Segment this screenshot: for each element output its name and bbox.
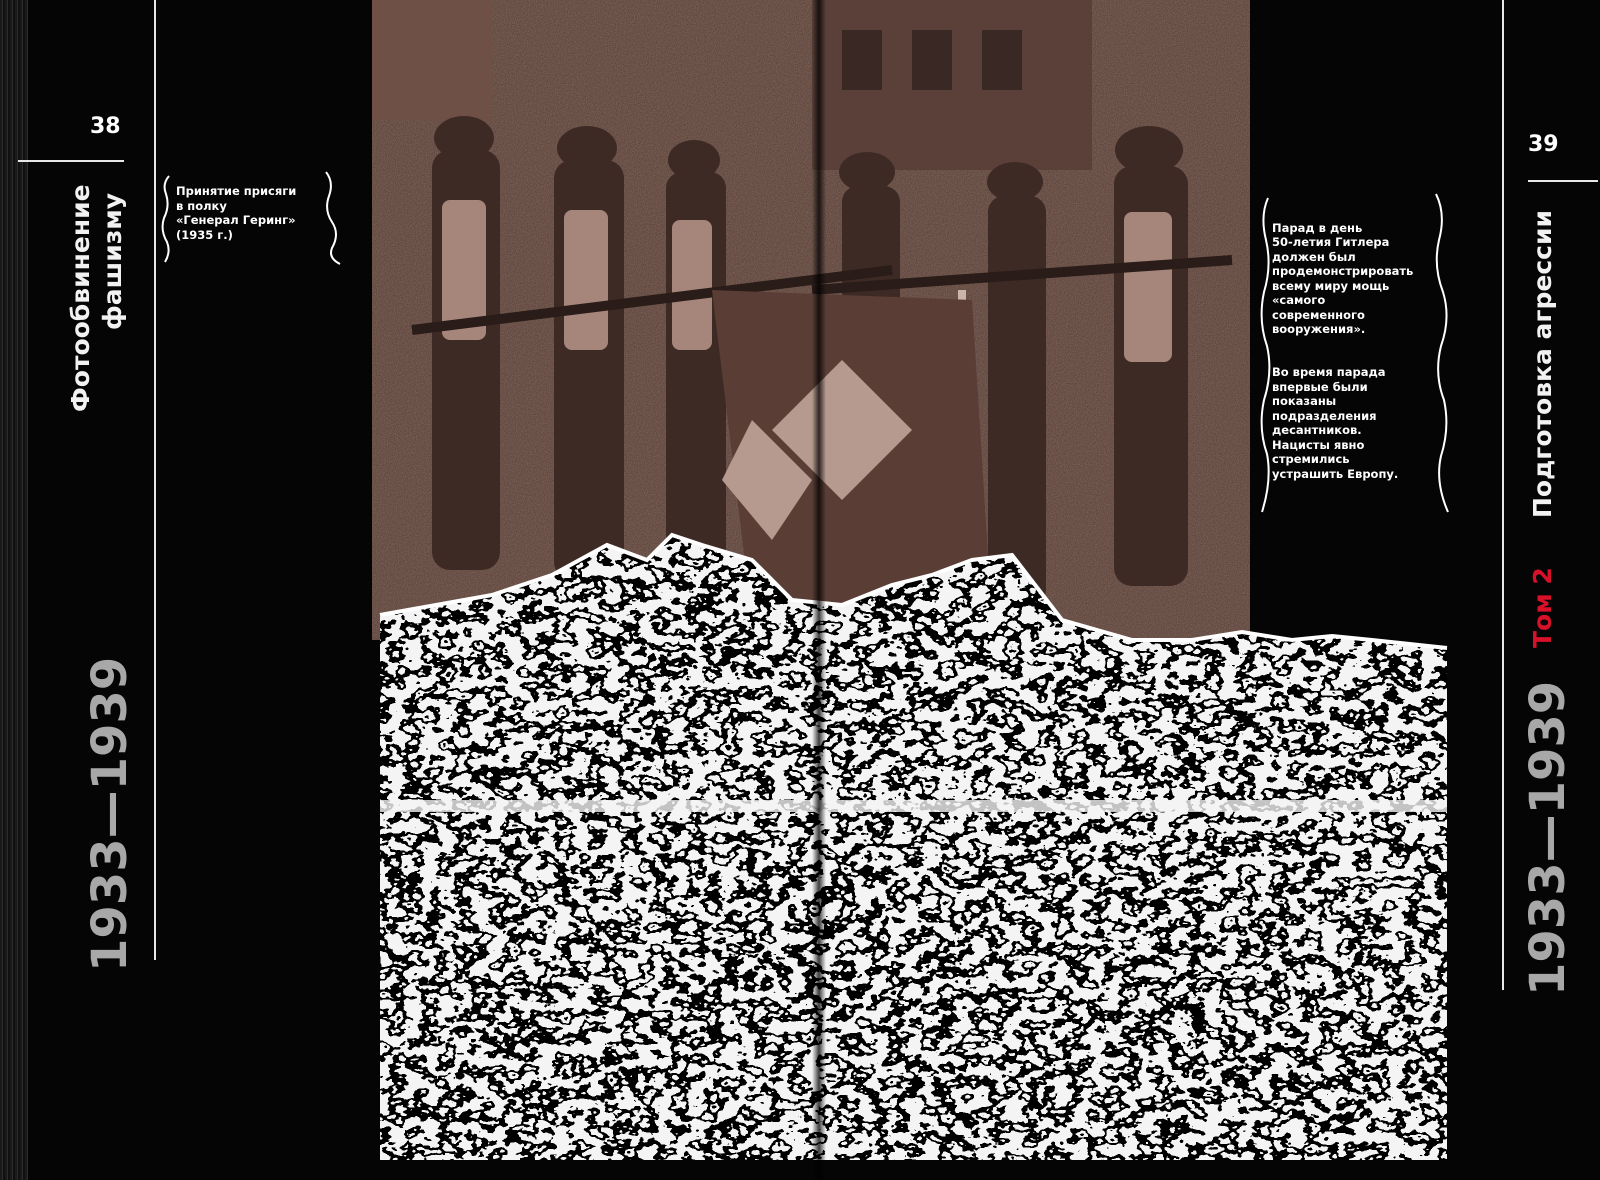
right-page-number: 39 xyxy=(1528,132,1559,157)
right-caption-paragraph-1: Парад в день 50-летия Гитлера должен был продемонстрировать всему миру мощь «самого современного вооружения». xyxy=(1272,220,1414,336)
left-header-rule xyxy=(18,160,124,162)
photo-collage xyxy=(372,0,1452,1160)
right-chapter-title: Подготовка агрессии xyxy=(1528,209,1557,518)
right-caption xyxy=(1272,206,1440,510)
left-page-number: 38 xyxy=(90,114,121,139)
right-header-rule xyxy=(1528,180,1598,182)
right-caption-bracket-close xyxy=(1430,192,1454,514)
left-vertical-rule xyxy=(154,0,156,960)
page-edge xyxy=(0,0,28,1180)
right-volume-label: Том 2 xyxy=(1528,567,1557,648)
book-gutter xyxy=(812,0,826,1180)
left-caption-bracket-close xyxy=(320,170,344,266)
right-years: 1933—1939 xyxy=(1520,680,1576,996)
photo-oath-ceremony xyxy=(372,0,1250,640)
photo-parade-crowd xyxy=(372,520,1452,1160)
left-caption: Принятие присяги в полку «Генерал Геринг» (1935 г.) xyxy=(176,184,297,242)
left-years: 1933—1939 xyxy=(82,656,138,972)
left-caption-bracket-open xyxy=(160,174,174,264)
left-series-title-line1: Фотообвинение xyxy=(66,184,95,412)
right-caption-paragraph-2: Во время парада впервые были показаны подразделения десантников. Нацисты явно стремились устрашить Европу. xyxy=(1272,365,1399,481)
right-vertical-rule xyxy=(1502,0,1504,990)
left-series-title-line2: фашизму xyxy=(98,193,127,330)
